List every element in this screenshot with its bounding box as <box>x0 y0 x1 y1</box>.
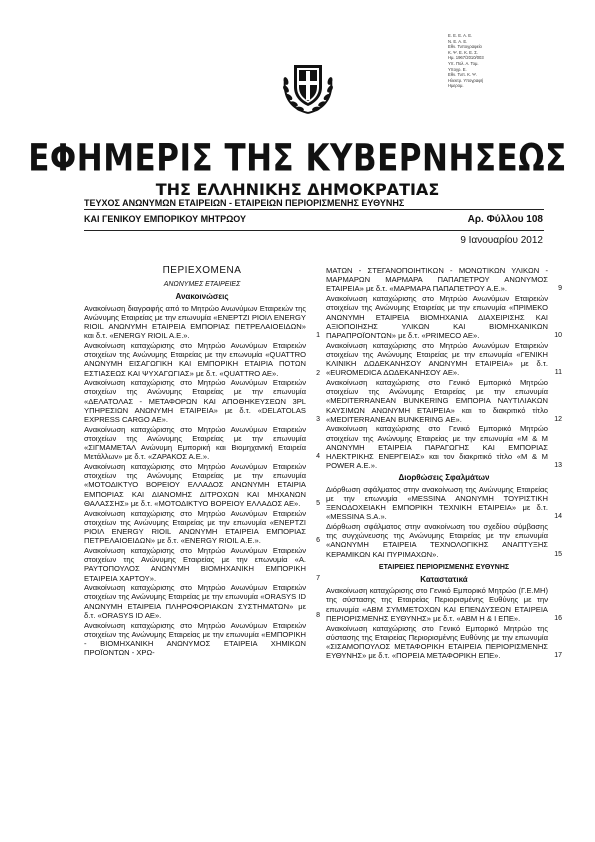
toc-entry-text: Ανακοίνωση καταχώρισης στο Γενικό Εμπορικό Μητρώο της σύστασης της Εταιρείας Περιορισμένης Ευθύνης με την επωνυμία «ΣΙΣΑΜΟΠΟΥΛΟΣ ΜΕΤΑΦΟΡΙΚΗ ΕΤΑΙΡΕΙΑ ΠΕΡΙΟΡΙΣΜΕΝΗΣ ΕΥΘΥΝΗΣ» με δ.τ. «ΠΟΡΕΙΑ ΜΕΤΑΦΟΡΙΚΗ ΕΠΕ». <box>326 623 548 661</box>
toc-entry-text: Ανακοίνωση καταχώρισης στο Μητρώο Ανωνύμων Εταιρειών στοιχείων της Ανώνυμης Εταιρείας με την επωνυμία «ΔΕΛΑΤΟΛΑΣ - ΜΕΤΑΦΟΡΩΝ ΚΑΙ ΑΠΟΘΗΚΕΥΣΕΩΝ 3PL ΥΠΗΡΕΣΙΩΝ ΑΝΩΝΥΜΗ ΕΤΑΙΡΕΙΑ» με δ.τ. «DELATOLAS EXPRESS CARGO AE». <box>84 378 306 425</box>
toc-entry-page: 3 <box>316 416 320 424</box>
toc-left-column <box>84 264 320 658</box>
toc-entry[interactable] <box>326 424 562 470</box>
stamp-line: Υπ. Πολ. Α. Τομ. <box>448 60 479 66</box>
toc-entry[interactable] <box>326 266 562 294</box>
toc-entry-text: Διόρθωση σφάλματος στην ανακοίνωση της Ανώνυμης Εταιρείας με την επωνυμία «MESSINA ΑΝΩΝΥΜΗ ΤΟΥΡΙΣΤΙΚΗ ΞΕΝΟΔΟΧΕΙΑΚΗ ΕΜΠΟΡΙΚΗ ΤΕΧΝΙΚΗ ΕΤΑΙΡΕΙΑ» με δ.τ. «MESSINA S.A.». <box>326 484 548 522</box>
section-heading-llc: ΕΤΑΙΡΕΙΕΣ ΠΕΡΙΟΡΙΣΜΕΝΗΣ ΕΥΘΥΝΗΣ <box>378 563 510 571</box>
toc-entry[interactable] <box>326 624 562 661</box>
issue-number: Αρ. Φύλλου 108 <box>467 214 543 225</box>
toc-entry[interactable] <box>326 378 562 424</box>
toc-entry-page: 4 <box>316 453 320 461</box>
toc-entry-page: 13 <box>554 462 562 470</box>
digital-signature-stamp <box>448 33 510 89</box>
series-title-line-2: ΚΑΙ ΓΕΝΙΚΟΥ ΕΜΠΟΡΙΚΟΥ ΜΗΤΡΩΟΥ <box>84 214 247 224</box>
toc-title: ΠΕΡΙΕΧΟΜΕΝΑ <box>162 265 242 276</box>
toc-entry-text: ΜΑΤΩΝ - ΣΤΕΓΑΝΟΠΟΙΗΤΙΚΩΝ - ΜΟΝΩΤΙΚΩΝ ΥΛΙΚΩΝ - ΜΑΡΜΑΡΩΝ ΜΑΡΜΑΡΑ ΠΑΠΑΠΕΤΡΟΥ ΑΝΩΝΥΜΟΣ ΕΤΑΙΡΕΙΑ» με δ.τ. «ΜΑΡΜΑΡΑ ΠΑΠΑΠΕΤΡΟΥ Α.Ε.». <box>326 266 548 294</box>
toc-entry-page: 2 <box>316 369 320 377</box>
toc-entry-text: Διόρθωση σφάλματος στην ανακοίνωση του σχεδίου σύμβασης της συγχώνευσης της Ανώνυμης Εταιρείας με την επωνυμία «ΑΝΩΝΥΜΗ ΕΤΑΙΡΕΙΑ ΤΕΧΝΟΛΟΓΙΚΗΣ ΑΝΑΠΤΥΞΗΣ ΚΕΡΑΜΙΚΩΝ ΚΑΙ ΠΥΡΙΜΑΧΩΝ». <box>326 521 548 559</box>
toc-entry-text: Ανακοίνωση καταχώρισης στο Μητρώο Ανωνύμων Εταιρειών στοιχείων της Ανώνυμης Εταιρείας με την επωνυμία «ΜΟΤΟΔΙΚΤΥΟ ΒΟΡΕΙΟΥ ΕΛΛΑΔΟΣ ΑΝΩΝΥΜΗ ΕΤΑΙΡΙΑ ΕΜΠΟΡΙΑΣ ΚΑΙ ΔΙΑΝΟΜΗΣ ΔΙΤΡΟΧΩΝ ΚΑΙ ΜΗΧΑΝΩΝ ΘΑΛΑΣΣΗΣ» με δ.τ. «ΜΟΤΟΔΙΚΤΥΟ ΒΟΡΕΙΟΥ ΕΛΛΑΔΟΣ ΑΕ». <box>84 462 306 508</box>
toc-entry[interactable] <box>84 425 320 462</box>
stamp-line: Ν. Ε. Α. Ε. <box>448 38 468 44</box>
toc-entry[interactable] <box>84 583 320 620</box>
subsection-heading-corrections: Διορθώσεις Σφαλμάτων <box>398 473 490 483</box>
stamp-line: Εθν. Τυπ. Κ. Ψ. <box>448 72 477 78</box>
toc-entry-text: Ανακοίνωση καταχώρισης στο Γενικό Εμπορικό Μητρώο στοιχείων της Ανώνυμης Εταιρείας με την επωνυμία «Μ & Μ ΑΝΩΝΥΜΗ ΕΤΑΙΡΕΙΑ ΠΑΡΑΓΩΓΗΣ ΚΑΙ ΕΜΠΟΡΙΑΣ ΗΛΕΚΤΡΙΚΗΣ ΕΝΕΡΓΕΙΑΣ» και τον διακριτικό τίτλο «Μ & Μ POWER A.E.». <box>326 424 548 471</box>
toc-entry-text: Ανακοίνωση καταχώρισης στο Γενικό Εμπορικό Μητρώο στοιχείων της Ανώνυμης Εταιρείας με την επωνυμία «MEDITERRANEAN BUNKERING ΕΜΠΟΡΙΑ ΝΑΥΤΙΛΙΑΚΩΝ ΚΑΥΣΙΜΩΝ ΑΝΩΝΥΜΗ ΕΤΑΙΡΕΙΑ» και το διακριτικό τίτλο «MEDITERRANEAN BUNKERING ΑΕ». <box>326 377 548 424</box>
toc-entry-text: Ανακοίνωση καταχώρισης στο Μητρώο Ανωνύμων Εταιρειών στοιχείων της Ανώνυμης Εταιρείας με την επωνυμία «ΕΜΠΟΡΙΚΗ - ΒΙΟΜΗΧΑΝΙΚΗ ΑΝΩΝΥΜΟΣ ΕΤΑΙΡΕΙΑ ΧΗΜΙΚΩΝ ΠΡΟΪΟΝΤΩΝ - ΧΡΩ- <box>84 620 306 658</box>
greek-coat-of-arms-icon <box>279 57 337 117</box>
section-heading-sa: ΑΝΩΝΥΜΕΣ ΕΤΑΙΡΕΙΕΣ <box>163 281 241 289</box>
toc-entry-page: 16 <box>554 614 562 622</box>
issue-date: 9 Ιανουαρίου 2012 <box>460 235 543 246</box>
gazette-subtitle: ΤΗΣ ΕΛΛΗΝΙΚΗΣ ΔΗΜΟΚΡΑΤΙΑΣ <box>155 180 440 199</box>
toc-entry-text: Ανακοίνωση καταχώρισης στο Μητρώο Ανωνύμων Εταιρειών στοιχείων της Ανώνυμης Εταιρείας με την επωνυμία «ORASYS ID ΑΝΩΝΥΜΗ ΕΤΑΙΡΕΙΑ ΠΛΗΡΟΦΟΡΙΑΚΩΝ ΣΥΣΤΗΜΑΤΩΝ» με δ.τ. «ORASYS ID AE». <box>84 583 306 620</box>
toc-entry[interactable] <box>326 294 562 340</box>
toc-entry-page: 6 <box>316 537 320 545</box>
series-title-line-1: ΤΕΥΧΟΣ ΑΝΩΝΥΜΩΝ ΕΤΑΙΡΕΙΩΝ - ΕΤΑΙΡΕΙΩΝ ΠΕΡΙΟΡΙΣΜΕΝΗΣ ΕΥΘΥΝΗΣ <box>84 198 405 208</box>
toc-entry-page: 1 <box>316 332 320 340</box>
toc-entry[interactable] <box>84 509 320 546</box>
stamp-line: Υπογρ. Ε. <box>448 66 467 72</box>
toc-entry-text: Ανακοίνωση καταχώρισης στο Μητρώο Ανωνύμων Εταιρειών στοιχείων της Ανώνυμης Εταιρείας με την επωνυμία «Α. ΡΑΥΤΟΠΟΥΛΟΣ ΑΝΩΝΥΜΗ ΒΙΟΜΗΧΑΝΙΚΗ ΕΜΠΟΡΙΚΗ ΕΤΑΙΡΕΙΑ ΧΑΡΤΟΥ». <box>84 545 306 583</box>
stamp-line: Ημερομ. <box>448 83 464 89</box>
toc-entry-page: 10 <box>554 331 562 339</box>
toc-entry-text: Ανακοίνωση διαγραφής από το Μητρώο Ανωνύμων Εταιρειών της Ανώνυμης Εταιρείας με την επωνυμία «ΕΝΕΡΤΖΙ ΡΙΟΙΛ ENERGY RIOIL ΑΝΩΝΥΜΗ ΕΤΑΙΡΕΙΑ ΕΜΠΟΡΙΑΣ ΠΕΤΡΕΛΑΙΟΕΙΔΩΝ» και δ.τ. «ENERGY RIOIL A.E.». <box>84 303 306 341</box>
stamp-line: Ε. Ε. Ε. Α. Ε. <box>448 33 473 38</box>
header-divider <box>84 230 544 231</box>
toc-entry[interactable] <box>84 304 320 341</box>
gazette-title: ΕΦΗΜΕΡΙΣ ΤΗΣ ΚΥΒΕΡΝΗΣΕΩΣ <box>28 137 567 181</box>
toc-entry-page: 14 <box>554 513 562 521</box>
toc-entry-page: 8 <box>316 611 320 619</box>
toc-entry[interactable] <box>326 522 562 559</box>
toc-right-column <box>326 266 562 661</box>
toc-entry-page: 11 <box>554 369 562 377</box>
toc-entry[interactable] <box>326 341 562 378</box>
toc-entry[interactable] <box>326 485 562 522</box>
toc-entry-page: 12 <box>554 415 562 423</box>
toc-entry[interactable] <box>84 378 320 424</box>
toc-entry-page: 9 <box>558 285 562 293</box>
toc-entry[interactable] <box>84 621 320 658</box>
toc-entry-page: 7 <box>316 574 320 582</box>
toc-entry-page: 15 <box>554 550 562 558</box>
subsection-heading-announcements: Ανακοινώσεις <box>175 292 229 302</box>
stamp-line: Ημ. 1967/2010/003 <box>448 55 484 61</box>
toc-entry-text: Ανακοίνωση καταχώρισης στο Μητρώο Ανωνύμων Εταιρειών στοιχείων της Ανώνυμης Εταιρείας με την επωνυμία «ΕΝΕΡΤΖΙ ΡΙΟΙΛ ENERGY RIOIL ΑΝΩΝΥΜΗ ΕΤΑΙΡΕΙΑ ΕΜΠΟΡΙΑΣ ΠΕΤΡΕΛΑΙΟΕΙΔΩΝ» με δ.τ. «ENERGY RIOIL A.E.». <box>84 508 306 546</box>
series-divider <box>84 209 544 210</box>
toc-entry-page: 17 <box>554 652 562 660</box>
stamp-line: Κ. Ψ. Ε. Κ. Ε. Σ. <box>448 49 479 55</box>
subsection-heading-statute: Καταστατικά <box>420 575 468 584</box>
stamp-line: Εθν. Τυπογραφείο <box>448 44 482 50</box>
toc-entry[interactable] <box>84 341 320 378</box>
stamp-line: Ηλεκτρ. Υπογραφή <box>448 77 484 83</box>
toc-entry[interactable] <box>326 586 562 623</box>
toc-entry[interactable] <box>84 462 320 508</box>
toc-entry-page: 5 <box>316 499 320 507</box>
toc-entry-text: Ανακοίνωση καταχώρισης στο Μητρώο Ανωνύμων Εταιρειών στοιχείων της Ανώνυμης Εταιρείας με την επωνυμία «ΠΡΙΜΕΚΟ ΑΝΩΝΥΜΗ ΕΤΑΙΡΕΙΑ ΒΙΟΜΗΧΑΝΙΑ ΔΙΑΧΕΙΡΙΣΗΣ ΚΑΙ ΑΞΙΟΠΟΙΗΣΗΣ ΥΛΙΚΩΝ ΚΑΙ ΒΙΟΜΗΧΑΝΙΚΩΝ ΠΑΡΑΠΡΟΪΟΝΤΩΝ» με δ.τ. «PRIMECO AE». <box>326 294 548 340</box>
toc-entry-text: Ανακοίνωση καταχώρισης στο Μητρώο Ανωνύμων Εταιρειών στοιχείων της Ανώνυμης Εταιρείας με την επωνυμία «QUATTRO ΑΝΩΝΥΜΗ ΕΙΣΑΓΩΓΙΚΗ ΚΑΙ ΕΜΠΟΡΙΚΗ ΕΤΑΙΡΙΑ ΠΟΤΩΝ ΕΣΤΙΑΣΕΩΣ ΚΑΙ ΨΥΧΑΓΩΓΙΑΣ» με δ.τ. «QUATTRO AE». <box>84 340 306 378</box>
toc-entry[interactable] <box>84 546 320 583</box>
toc-entry-text: Ανακοίνωση καταχώρισης στο Μητρώο Ανωνύμων Εταιρειών στοιχείων της Ανώνυμης Εταιρείας με την επωνυμία «ΣΙΓΜΑΜΕΤΑΛ Ανώνυμη Εμπορική και Βιομηχανική Εταιρεία Μετάλλων» με δ.τ. «ΖΑΡΑΚΟΣ Α.Ε.». <box>84 424 306 462</box>
toc-entry-text: Ανακοίνωση καταχώρισης στο Γενικό Εμπορικό Μητρώο (Γ.Ε.ΜΗ) της σύστασης της Εταιρείας Περιορισμένης Ευθύνης με την επωνυμία «ΑΒΜ ΣΥΜΜΕΤΟΧΩΝ ΚΑΙ ΕΠΕΝΔΥΣΕΩΝ ΕΤΑΙΡΕΙΑ ΠΕΡΙΟΡΙΣΜΕΝΗΣ ΕΥΘΥΝΗΣ» με δ.τ. «ΑΒΜ Η & Ι ΕΠΕ». <box>326 586 548 623</box>
toc-entry-text: Ανακοίνωση καταχώρισης στο Μητρώο Ανωνύμων Εταιρειών στοιχείων της Ανώνυμης Εταιρείας με την επωνυμία «ΓΕΝΙΚΗ ΚΛΙΝΙΚΗ ΔΩΔΕΚΑΝΗΣΟΥ ΑΝΩΝΥΜΗ ΕΤΑΙΡΕΙΑ» με δ.τ. «EUROMEDICA ΔΩΔΕΚΑΝΗΣΟΥ AE». <box>326 340 548 378</box>
